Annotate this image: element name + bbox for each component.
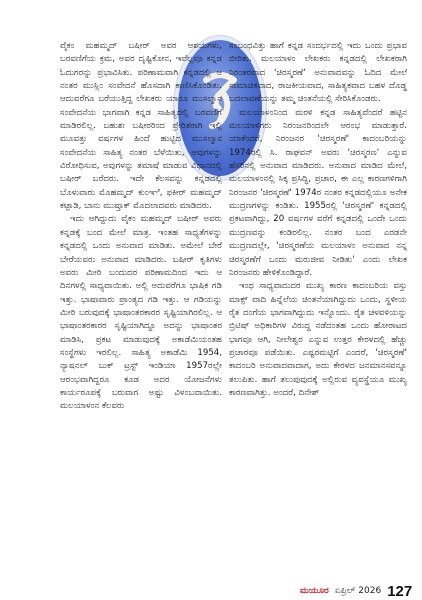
right-paragraph: ಸಂಬಂಧವಿತ್ತು ಹಾಗೆ ಕನ್ನಡ ಸಂದರ್ಭದಲ್ಲಿ ಇದು ಒಂದು ಪ್ರಭಾವ ಬೀರಿತು. ಮಲಯಾಳಂ ಲೇಖಕರು ಕನ್ನಡದಲ್ಲಿ ಲೇಖಕರಾಗಿ ನಿರಂತರವಾದ 'ಚಿರಸ್ಮರಣೆ' ಅನುವಾದವನ್ನು ಓದಿದ ಮೇಲೆ ಸಾಮಾಜಿಕವಾದ, ರಾಜಕೀಯವಾದ, ಸಾಹಿತ್ಯಕವಾದ ಬಹಳ ದೊಡ್ಡ ಬದಲಾವಣೆಯನ್ನು ತಮ್ಮ ಚಿಂತನೆಯಲ್ಲಿ ಸೇರಿಸಿಕೊಂಡರು. (229, 41, 407, 105)
left-paragraph: ಇದು ಆಗಿದ್ದುದು ವೈಕಂ ಮಹಮ್ಮದ್ ಬಷೀರ್ ಅವರು ಕನ್ನಡಕ್ಕೆ ಬಂದ ಮೇಲೆ ಮಾತ್ರ. ಇಂತಹ ಸಾಧ್ಯತೆಗಳನ್ನು ಕನ್ನಡದಲ್ಲಿ ಒಂದು ಅನುವಾದ ಮಾಡಿತು. ಅಮೇಲೆ ಬೇರೆ ಬೇರೆಯವರು ಅನುವಾದ ಮಾಡಿದರು. ಬಷೀರ್ ಕೃತಿಗಳು ಅವರು ಮೀರಿ ಬಂದುದರ ಪರಿಣಾಮದಿಂದ ಇದು ಆ ದಿನಗಳಲ್ಲಿ ಸಾಧ್ಯವಾಯಿತು. ಅಲ್ಲಿ ಅದುವರೆಗೂ ಭಾಷಿಕ ಗಡಿ ಇತ್ತು. ಭಾಷಾವಾರು ಪ್ರಾಂತ್ಯದ ಗಡಿ ಇತ್ತು. ಆ ಗಡಿಯನ್ನು ಮೀರಿ ಬರುವುದಕ್ಕೆ ಭಾಷಾಂತರಕಾರರ ಸೃಷ್ಟಿಯಾಗಿರಲಿಲ್ಲ. ಆ ಭಾಷಾಂತರಕಾರರ ಸೃಷ್ಟಿಯಾಗಿದ್ದೂ ಅದನ್ನು ಭಾಷಾಂತರ ಮಾಡಿಸಿ, ಪ್ರಕಟ ಮಾಡುವುದಕ್ಕೆ ಅಕಾಡೆಮಿಯಂತಹ ಸಂಸ್ಥೆಗಳು ಇರಲಿಲ್ಲ. ಸಾಹಿತ್ಯ ಅಕಾಡೆಮಿ 1954, ನ್ಯಾಷನಲ್ ಬುಕ್ ಟ್ರಸ್ಟ್ ಇಂಡಿಯಾ 1957ರಲ್ಲೇ ಆರಂಭವಾಗಿದ್ದರೂ ಕೂಡ ಅದರ ಯೋಜನೆಗಳು ಕಾರ್ಯರೂಪಕ್ಕೆ ಬರುವಾಗ ಅಷ್ಟು ವಿಳಂಬವಾಯಿತು. ಮಲಯಾಳಂನ ಕೆಲವರು (60, 214, 222, 412)
right-paragraph: ಮಲಯಾಳಂನಿಂದ ಮರಳಿ ಕನ್ನಡ ಸಾಹಿತ್ಯವೆಂದರೆ ಹಟ್ಟಿನ ಮಲಯಾಳಿಗರು ನಿರಂಜನರಿಂದಲೇ ಆರಂಭ ಮಾಡುತ್ತಾರೆ. ಯಾಕೆಂದರೆ, ನಿರಂಜನರ 'ಚಿರಸ್ಮರಣೆ' ಕಾದಂಬರಿಯನ್ನು 1974ರಲ್ಲಿ ಸಿ. ರಾಘವನ್ ಅವರು 'ಚಿರಸ್ಮರಣ' ಎನ್ನುವ ಹೆಸರಿನಲ್ಲಿ ಅನುವಾದ ಮಾಡಿದರು. ಅನುವಾದ ಮಾಡಿದ ಮೇಲೆ, ಮಲಯಾಳಂನಲ್ಲಿ ಸಿಕ್ಕ ಪ್ರಸಿದ್ಧಿ, ಪ್ರಚಾರ, ಈ ಎಲ್ಲ ಕಾರಣಗಳಿಗಾಗಿ ನಿರಂಜನರ 'ಚಿರಸ್ಮರಣೆ' 1974ರ ನಂತರ ಕನ್ನಡದಲ್ಲಿಯೂ ಅನೇಕ ಮುದ್ರಣಗಳನ್ನು ಕಂಡಿತು. 1955ರಲ್ಲಿ 'ಚಿರಸ್ಮರಣೆ' ಕನ್ನಡದಲ್ಲಿ ಪ್ರಕಟವಾಗಿದ್ದು, 20 ವರ್ಷಗಳ ವರೆಗೆ ಕನ್ನಡದಲ್ಲಿ ಒಂದೇ ಒಂದು ಮುದ್ರಣವನ್ನು ಕಂಡಿರಲಿಲ್ಲ. ನಂತರ ಬಂದ ಎರಡನೇ ಮುದ್ರಣದಲ್ಲೇ, 'ಚಿರಸ್ಮರಣೆಯ ಮಲಯಾಳಂ ಅನುವಾದ ನನ್ನ ಚಿರಸ್ಮರಣೆಗೆ ಒಂದು ಮರುಜೀವ ನೀಡಿತು' ಎಂದು ಲೇಖಕ ನಿರಂಜನರು ಹೇಳಿಕೊಂಡಿದ್ದಾರೆ. (229, 107, 407, 278)
left-paragraph: ವೈಕಂ ಮಹಮ್ಮದ್ ಬಷೀರ್ ಅವರ ಆಶಯಗಳು, ಬರವಣಿಗೆಯ ಕ್ರಮ, ಅವರ ದೃಷ್ಟಿಕೋನ, ಇವೆಲ್ಲವೂ ಕನ್ನಡ ಓದುಗರನ್ನು ಪ್ರಭಾವಿಸಿತು. ಪರಿಣಾಮವಾಗಿ ಕನ್ನಡದಲ್ಲಿ ಆ ನಂತರ ಮುಸ್ಲಿಂ ಸಂವೇದನೆ ಹೊಸದಾಗಿ ಕಾಣಿಸಿಕೊಂಡಿತು. ಆದುವರೆಗೂ ಬರೆಯುತ್ತಿದ್ದ ಲೇಖಕರು ಯಾರೂ ಮುಸಲ್ಮಾನ ಸಂವೇದನೆಯ ಭಾಗವಾಗಿ ಕನ್ನಡ ಸಾಹಿತ್ಯದಲ್ಲಿ ಬರವಣಿಗೆ ಮಾಡಿರಲಿಲ್ಲ. ಬಹುಶಃ ಬಷೀರರಿಂದ ಪ್ರೇರಿತರಾಗಿ ಇಲ್ಲಿ ಮೂವತ್ತು ವರ್ಷಗಳ ಹಿಂದೆ ಹುಟ್ಟಿದ ಮುಸಲ್ಮಾನ ಸಂವೇದನೆಯ ಸಾಹಿತ್ಯ ನಂತರ ಬೆಳೆಯಿತು, ಅವುಗಳನ್ನು ವಿರೋಧಿಸುವ, ಅವುಗಳನ್ನು ತಮಾಷೆ ಮಾಡುವ ವಿಧಾನದಲ್ಲಿ ಬಷೀರ್ ಬರೆದರು. ಇದೇ ಕೆಲಸವನ್ನು ಕನ್ನಡದಲ್ಲಿ ಬೊಳುವಾರು ಮೊಹಮ್ಮದ್ ಕುಂಞಿ, ಫಕೀರ್ ಮಹಮ್ಮದ್ ಕಟ್ಪಾಡಿ, ಬಾನು ಮುಷ್ತಾಕ್ ಮೊದಲಾದವರು ಮಾಡಿದರು. (60, 41, 222, 212)
issue-date: ಏಪ್ರಿಲ್ 2026 (334, 586, 382, 596)
page-number: 127 (387, 582, 413, 600)
right-paragraph: ಇಂಥ ಸಾಧ್ಯವಾದುದರ ಮುಖ್ಯ ಕಾರಣ ಕಾದಂಬರಿಯ ವಸ್ತು ಮಾಕ್ಸ್ ವಾದಿ ಹಿನ್ನೆಲೆಯ ಚಿಂತನೆಯಾಗಿದ್ದುದು ಒಂದು, ಸ್ಥಳೀಯ ರೈತ ದಂಗೆಯ ಭಾಗವಾಗಿದ್ದುದು ಇನ್ನೊಂದು. ರೈತ ಚಳವಳಿಯನ್ನು ಬ್ರಿಟಿಷ್ ಅಧಿಕಾರಿಗಳ ವಿರುದ್ಧ ನಡೆದಂತಹ ಒಂದು ಹೋರಾಟದ ಭಾಗವೂ ಆಗಿ, ನೀಲೇಶ್ವರ ಎನ್ನುವ ಉತ್ತರ ಕೇರಳದಲ್ಲಿ ಹೆಚ್ಚು ಪ್ರಚಾರವೂ ಪಡೆಯಿತು. ಎಷ್ಟರಮಟ್ಟಿಗೆ ಎಂದರೆ, 'ಚಿರಸ್ಮರಣೆ' ಕಾದಂಬರಿ ಅನುವಾದವಾದಾಗ, ಅದು ಕೇರಳದ ಜನಮಾನಸವನ್ನೂ ತಲುಪಿತು. ಹಾಗೆ ತಲುಪುವುದಕ್ಕೆ ಅಲ್ಲಿರುವ ವ್ಯವಸ್ಥೆಯೂ ಮುಖ್ಯ ಕಾರಣವಾಗಿತ್ತು. ಅಂದರೆ, ದಿನೇಶ್ (229, 281, 407, 398)
left-text-column (60, 40, 222, 576)
magazine-logo: ಮಯೂರ (300, 586, 329, 596)
right-text-column (229, 40, 407, 576)
page-footer (300, 583, 412, 599)
